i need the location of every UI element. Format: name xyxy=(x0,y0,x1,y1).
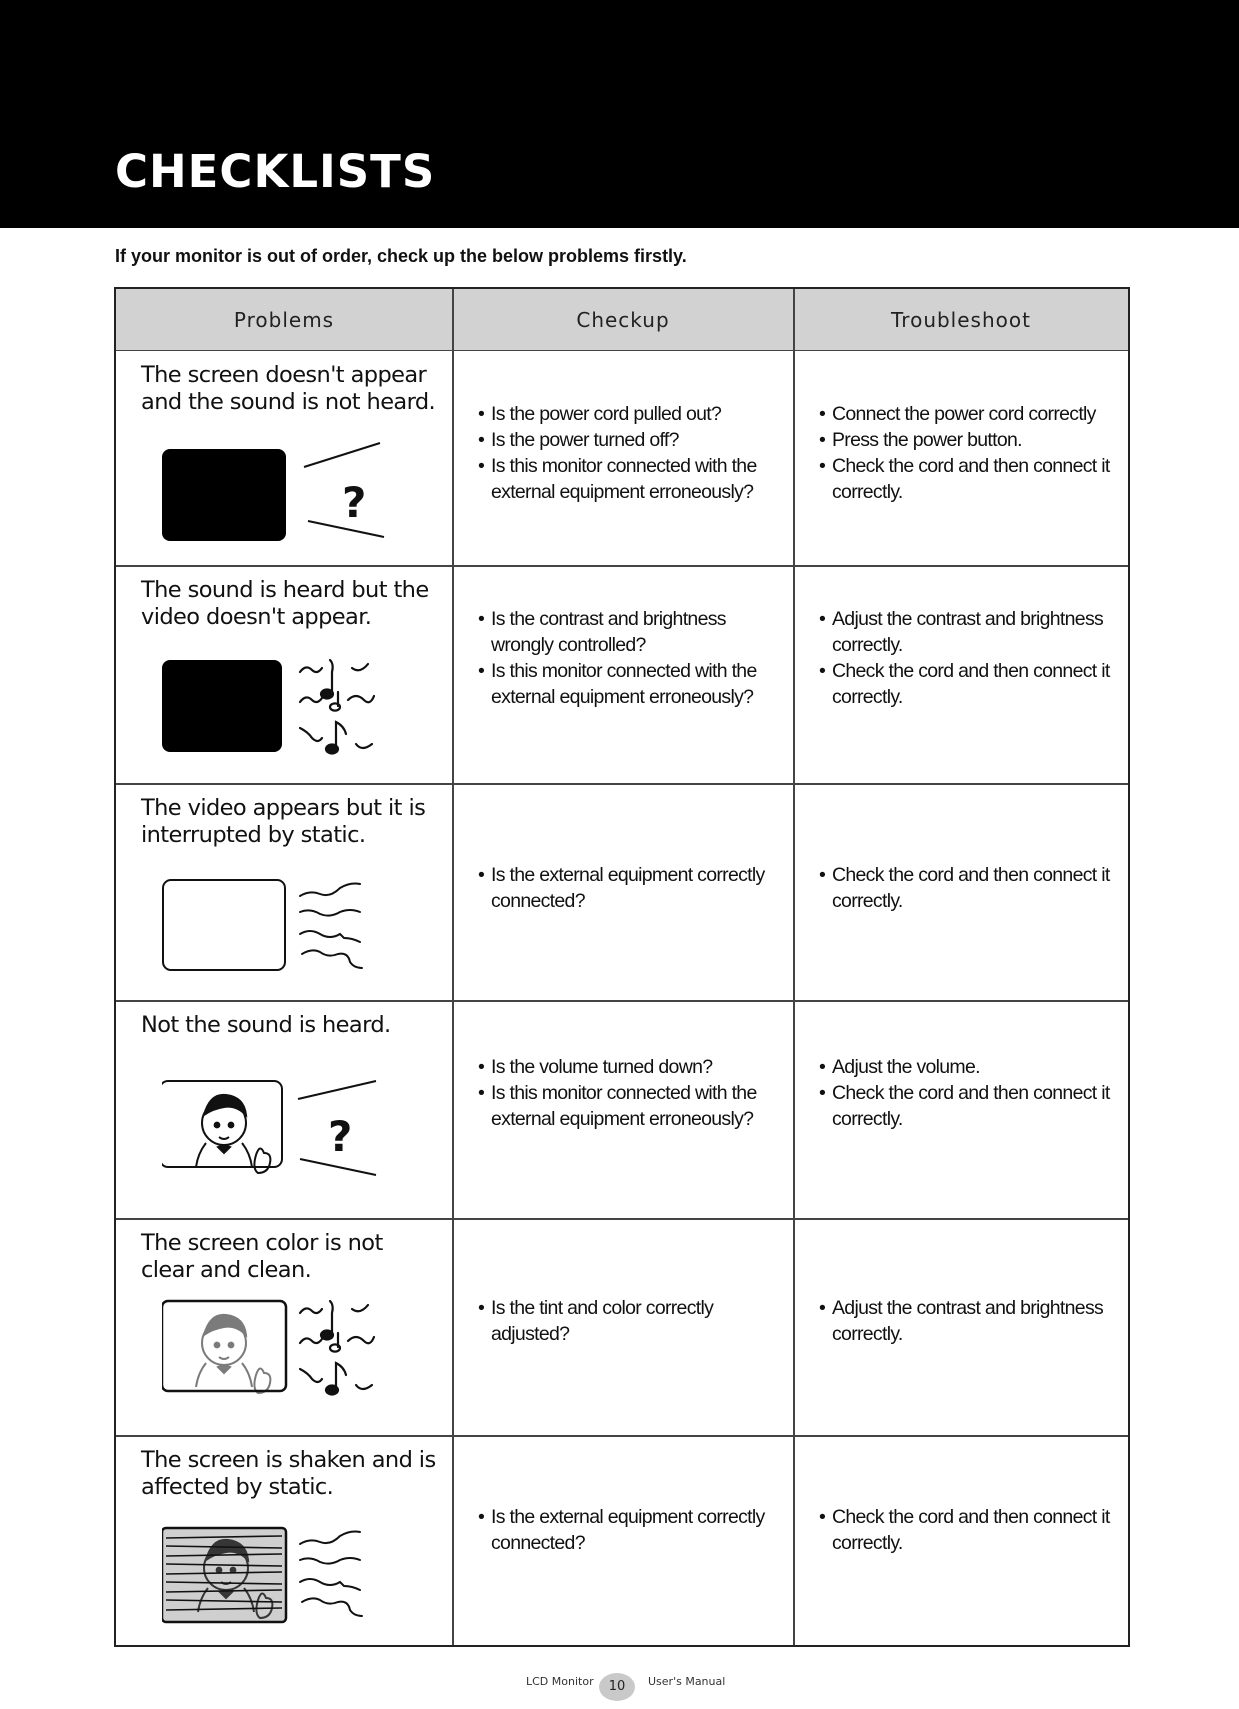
header-checkup: Checkup xyxy=(576,308,670,332)
intro-text: If your monitor is out of order, check up the below problems firstly. xyxy=(115,246,687,266)
troubleshoot-list xyxy=(819,862,1119,914)
list-item: • Press the power button. xyxy=(819,427,1119,453)
list-item: • Check the cord and then connect it correctly. xyxy=(819,862,1119,914)
problem-text: The screen color is not clear and clean. xyxy=(141,1230,383,1283)
checkup-list xyxy=(478,606,783,710)
blank-screen-with-music-icon xyxy=(162,650,402,760)
list-item: • Is the power turned off? xyxy=(478,427,783,453)
list-item: • Is the volume turned down? xyxy=(478,1054,783,1080)
troubleshoot-list xyxy=(819,1504,1119,1556)
list-item: • Adjust the contrast and brightness correctly. xyxy=(819,1295,1119,1347)
svg-text:?: ? xyxy=(342,478,367,527)
list-item: • Is the tint and color correctly adjusted? xyxy=(478,1295,783,1347)
problem-text: Not the sound is heard. xyxy=(141,1012,391,1038)
table-row xyxy=(116,566,1128,783)
page-number: 10 xyxy=(599,1673,635,1701)
troubleshoot-list xyxy=(819,1054,1119,1132)
table-header xyxy=(116,289,1128,351)
table-row xyxy=(116,1001,1128,1218)
troubleshoot-list xyxy=(819,1295,1119,1347)
svg-text:?: ? xyxy=(328,1112,353,1161)
header-problems: Problems xyxy=(233,308,335,332)
footer-product: LCD Monitor xyxy=(526,1675,594,1688)
problem-text: The screen is shaken and is affected by static. xyxy=(141,1447,436,1500)
checkup-list xyxy=(478,1295,783,1347)
header-band xyxy=(0,0,1239,228)
footer-manual: User's Manual xyxy=(648,1675,726,1688)
checkup-list xyxy=(478,1504,783,1556)
list-item: • Is this monitor connected with the external equipment erroneously? xyxy=(478,658,783,710)
checkup-list xyxy=(478,1054,783,1132)
problem-text: The screen doesn't appear and the sound is not heard. xyxy=(141,362,436,415)
list-item: • Is the external equipment correctly connected? xyxy=(478,862,783,914)
list-item: • Check the cord and then connect it correctly. xyxy=(819,1504,1119,1556)
list-item: • Adjust the volume. xyxy=(819,1054,1119,1080)
table-row xyxy=(116,784,1128,1000)
checkup-list xyxy=(478,862,783,914)
table-row xyxy=(116,1219,1128,1435)
blank-screen-no-sound-icon xyxy=(162,439,402,549)
list-item: • Check the cord and then connect it correctly. xyxy=(819,1080,1119,1132)
problem-text: The sound is heard but the video doesn't appear. xyxy=(141,577,429,630)
picture-screen-no-sound-icon xyxy=(162,1071,402,1181)
list-item: • Check the cord and then connect it correctly. xyxy=(819,658,1119,710)
faded-picture-with-music-icon xyxy=(162,1297,402,1407)
list-item: • Check the cord and then connect it correctly. xyxy=(819,453,1119,505)
list-item: • Is this monitor connected with the external equipment erroneously? xyxy=(478,1080,783,1132)
list-item: • Is the external equipment correctly connected? xyxy=(478,1504,783,1556)
header-troubleshoot: Troubleshoot xyxy=(891,308,1031,332)
noisy-picture-with-static-icon xyxy=(162,1520,402,1630)
list-item: • Is this monitor connected with the external equipment erroneously? xyxy=(478,453,783,505)
table-row xyxy=(116,351,1128,565)
list-item: • Adjust the contrast and brightness correctly. xyxy=(819,606,1119,658)
checkup-list xyxy=(478,401,783,505)
list-item: • Connect the power cord correctly xyxy=(819,401,1119,427)
white-screen-with-static-icon xyxy=(162,870,402,980)
list-item: • Is the power cord pulled out? xyxy=(478,401,783,427)
troubleshoot-list xyxy=(819,401,1119,505)
troubleshoot-list xyxy=(819,606,1119,710)
checklist-table xyxy=(114,287,1130,1647)
problem-text: The video appears but it is interrupted by static. xyxy=(141,795,426,848)
page-title: CHECKLISTS xyxy=(115,145,436,198)
table-row xyxy=(116,1436,1128,1645)
list-item: • Is the contrast and brightness wrongly controlled? xyxy=(478,606,783,658)
